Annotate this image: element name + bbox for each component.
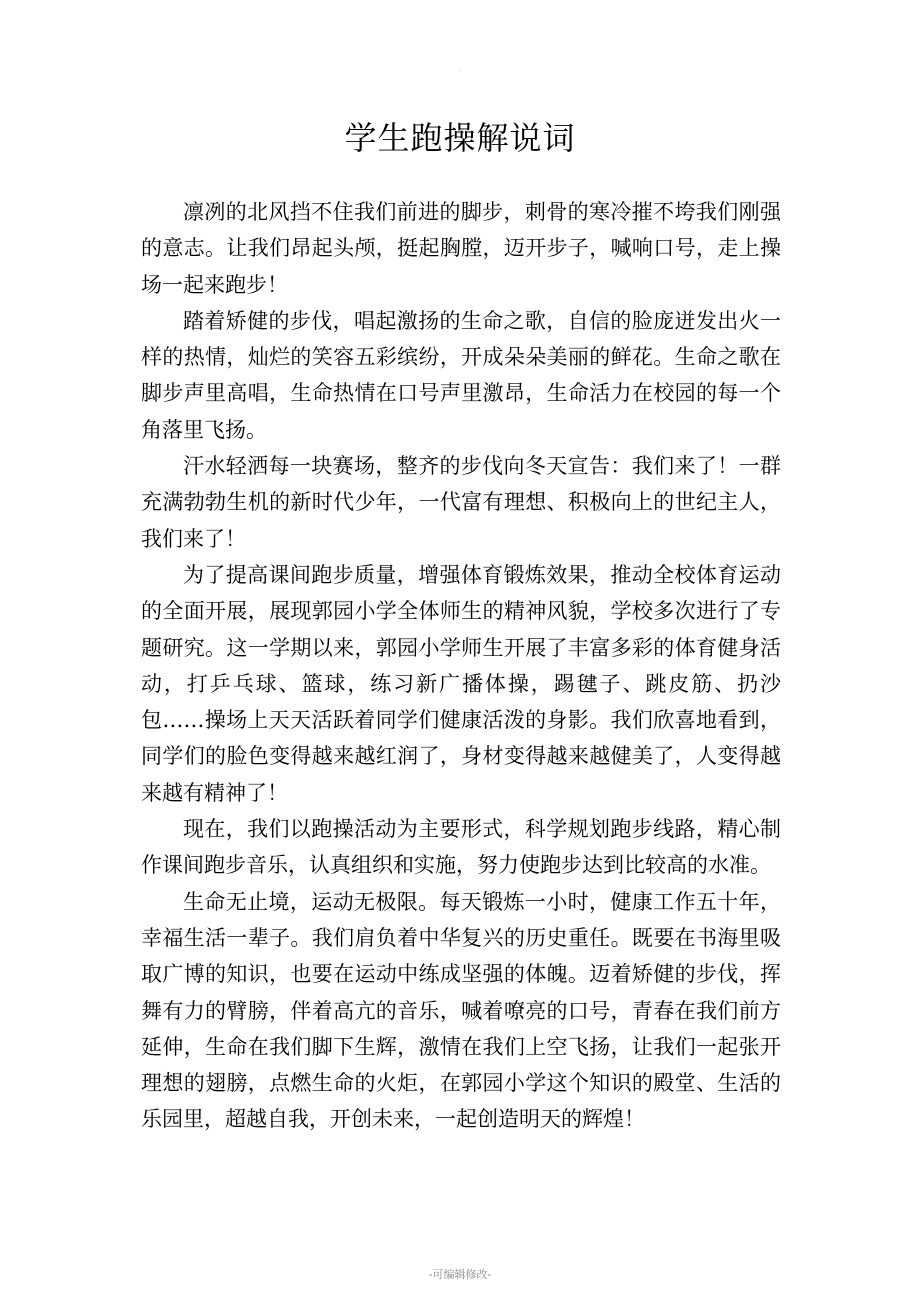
header-mark: . [459,66,461,73]
paragraph-5: 现在，我们以跑操活动为主要形式，科学规划跑步线路，精心制作课间跑步音乐，认真组织和实施，努力使跑步达到比较高的水准。 [141,817,781,878]
paragraph-2: 踏着矫健的步伐，唱起激扬的生命之歌，自信的脸庞迸发出火一样的热情，灿烂的笑容五彩缤纷，开成朵朵美丽的鲜花。生命之歌在脚步声里高唱，生命热情在口号声里激昂，生命活力在校园的每一个角落里飞扬。 [141,308,781,442]
paragraph-6: 生命无止境，运动无极限。每天锻炼一小时，健康工作五十年，幸福生活一辈子。我们肩负着中华复兴的历史重任。既要在书海里吸取广博的知识，也要在运动中练成坚强的体魄。迈着矫健的步伐，挥舞有力的臂膀，伴着高亢的音乐，喊着嘹亮的口号，青春在我们前方延伸，生命在我们脚下生辉，激情在我们上空飞扬，让我们一起张开理想的翅膀，点燃生命的火炬，在郭园小学这个知识的殿堂、生活的乐园里，超越自我，开创未来，一起创造明天的辉煌！ [141,889,781,1132]
paragraph-3: 汗水轻洒每一块赛场，整齐的步伐向冬天宣告：我们来了！一群充满勃勃生机的新时代少年，一代富有理想、积极向上的世纪主人，我们来了！ [141,454,781,551]
page-title: 学生跑操解说词 [344,119,576,157]
document-body [141,194,781,1138]
paragraph-4: 为了提高课间跑步质量，增强体育锻炼效果，推动全校体育运动的全面开展，展现郭园小学全体师生的精神风貌，学校多次进行了专题研究。这一学期以来，郭园小学师生开展了丰富多彩的体育健身活动，打乒乓球、篮球，练习新广播体操，踢毽子、跳皮筋、扔沙包……操场上天天活跃着同学们健康活泼的身影。我们欣喜地看到，同学们的脸色变得越来越红润了，身材变得越来越健美了，人变得越来越有精神了！ [141,562,781,805]
paragraph-1: 凛冽的北风挡不住我们前进的脚步，刺骨的寒冷摧不垮我们刚强的意志。让我们昂起头颅，挺起胸膛，迈开步子，喊响口号，走上操场一起来跑步！ [141,200,781,297]
page-footer: -可编辑修改- [428,1268,492,1281]
